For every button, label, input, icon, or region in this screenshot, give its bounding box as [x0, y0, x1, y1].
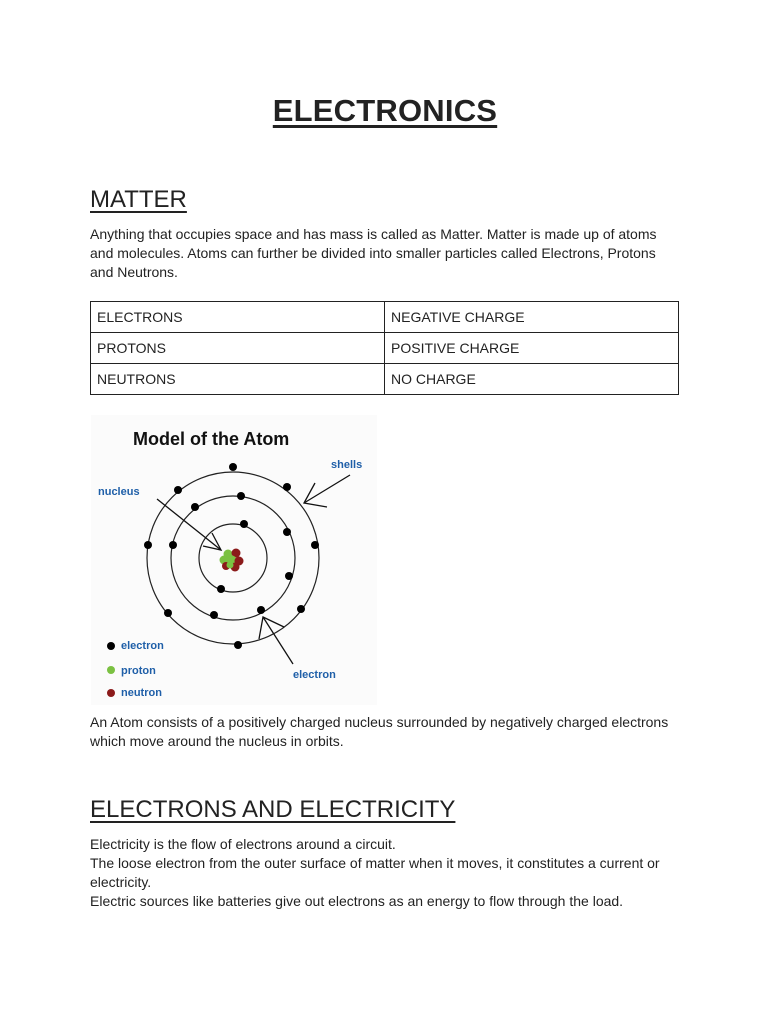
table-row: [91, 364, 679, 395]
electron-dot: [191, 503, 199, 511]
shells-label: shells: [331, 459, 363, 471]
electron-dot: [297, 605, 305, 613]
table-cell-charge: NEGATIVE CHARGE: [385, 302, 679, 333]
table-cell-charge: POSITIVE CHARGE: [385, 333, 679, 364]
nucleus-label: nucleus: [98, 486, 140, 498]
electron-dot: [164, 609, 172, 617]
table-row: [91, 333, 679, 364]
electron-dot: [174, 486, 182, 494]
electron-dot: [237, 492, 245, 500]
legend-neutron-swatch: [107, 689, 115, 697]
page-title: ELECTRONICS: [272, 93, 498, 128]
electron-dot: [144, 541, 152, 549]
table-cell-charge: NO CHARGE: [385, 364, 679, 395]
electron-dot: [217, 585, 225, 593]
atom-model-svg: [91, 415, 377, 705]
electron-dot: [311, 541, 319, 549]
atom-paragraph: An Atom consists of a positively charged nucleus surrounded by negatively charged electrons which move around the nucleus in orbits.: [90, 714, 669, 749]
electricity-line-1: Electricity is the flow of electrons around a circuit.: [90, 836, 396, 852]
table-row: [91, 302, 679, 333]
legend-neutron-label: neutron: [121, 687, 162, 699]
electron-dot: [283, 528, 291, 536]
electron-dot: [285, 572, 293, 580]
electricity-heading: ELECTRONS AND ELECTRICITY: [90, 796, 456, 823]
table-cell-particle: PROTONS: [91, 333, 385, 364]
electron-dot: [169, 541, 177, 549]
table-cell-particle: NEUTRONS: [91, 364, 385, 395]
matter-paragraph: Anything that occupies space and has mass is called as Matter. Matter is made up of atoms and molecules. Atoms can further be divided into smaller particles called Electrons, Protons and Neutrons.: [90, 226, 657, 280]
electron-dot: [240, 520, 248, 528]
legend-proton-label: proton: [121, 665, 156, 677]
electron-dot: [229, 463, 237, 471]
electricity-line-2: The loose electron from the outer surface of matter when it moves, it constitutes a current or electricity.: [90, 855, 660, 890]
figure-title: Model of the Atom: [133, 429, 290, 449]
electron-dot: [257, 606, 265, 614]
atom-model-figure: [91, 415, 377, 705]
legend-proton-swatch: [107, 666, 115, 674]
electron-dot: [210, 611, 218, 619]
electron-label: electron: [293, 669, 336, 681]
electricity-line-3: Electric sources like batteries give out electrons as an energy to flow through the load.: [90, 893, 624, 909]
matter-heading: MATTER: [90, 186, 187, 213]
legend-electron-label: electron: [121, 640, 164, 652]
legend-electron-swatch: [107, 642, 115, 650]
proton-particle: [227, 562, 234, 569]
charges-table: [90, 301, 679, 395]
electron-dot: [234, 641, 242, 649]
electron-dot: [283, 483, 291, 491]
table-cell-particle: ELECTRONS: [91, 302, 385, 333]
